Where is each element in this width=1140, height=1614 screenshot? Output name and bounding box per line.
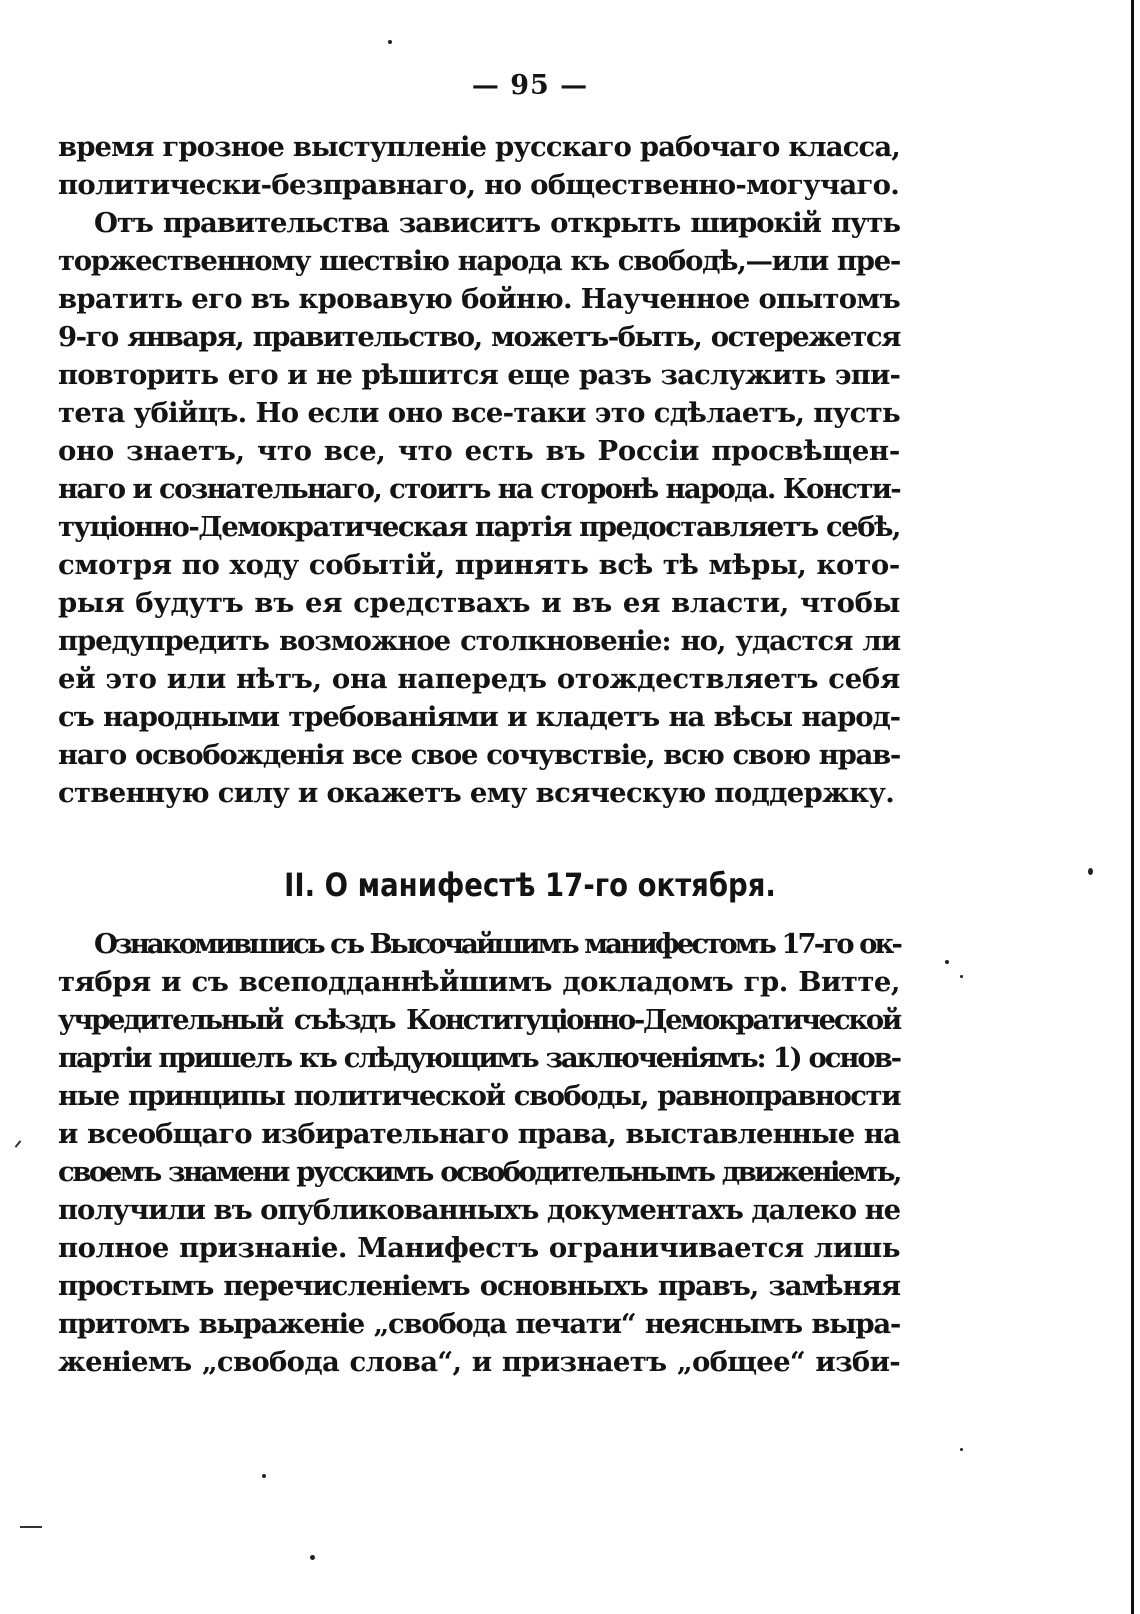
text-line: женіемъ „свобода слова“, и признаетъ „общее“ изби- [58,1346,900,1378]
text-line: получили въ опубликованныхъ документахъ далеко не [58,1194,900,1226]
text-line: наго освобожденія все свое сочувствіе, всю свою нрав- [58,739,900,771]
text-line: оно знаетъ, что все, что есть въ Россіи просвѣщен- [58,435,900,467]
scan-mark [20,1526,42,1528]
text-line: время грозное выступленіе русскаго рабочаго класса, [58,131,900,163]
text-line: туціонно-Демократическая партія предоставляетъ себѣ, [58,511,900,543]
scan-speck [960,1448,963,1451]
text-line: и всеобщаго избирательнаго права, выставленные на [58,1118,900,1150]
text-line: тября и съ всеподданнѣйшимъ докладомъ гр. Витте, [58,966,900,998]
scan-speck [1088,868,1093,875]
text-line: съ народными требованіями и кладетъ на вѣсы народ- [58,701,900,733]
text-line: простымъ перечисленіемъ основныхъ правъ, замѣняя [58,1270,900,1302]
section-heading: II. О манифестѣ 17-го октября. [284,866,776,904]
text-line: повторить его и не рѣшится еще разъ заслужить эпи- [58,359,900,391]
text-line: предупредить возможное столкновеніе: но, удастся ли [58,625,900,657]
text-line: Отъ правительства зависитъ открыть широкій путь [94,207,900,239]
text-line: наго и сознательнаго, стоитъ на сторонѣ народа. Консти- [58,473,900,505]
text-line: тета убійцъ. Но если оно все-таки это сдѣлаетъ, пусть [58,397,900,429]
text-line: ные принципы политической свободы, равноправности [58,1080,900,1112]
text-line: ей это или нѣтъ, она напередъ отождествляетъ себя [58,663,900,695]
text-line: партіи пришелъ къ слѣдующимъ заключеніямъ: 1) основ- [58,1042,900,1074]
page-edge-shadow [1131,0,1134,1614]
text-line: своемъ знамени русскимъ освободительнымъ движеніемъ, [58,1156,900,1188]
scan-speck [945,960,949,964]
text-line: притомъ выраженіе „свобода печати“ неяснымъ выра- [58,1308,900,1340]
text-line: политически-безправнаго, но общественно-могучаго. [58,169,900,201]
text-line: ственную силу и окажетъ ему всяческую поддержку. [58,777,895,809]
scan-speck [310,1555,315,1560]
text-line: вратить его въ кровавую бойню. Наученное опытомъ [58,283,900,315]
text-line: Ознакомившись съ Высочайшимъ манифестомъ 17-го ок- [94,928,900,960]
text-line: 9-го января, правительство, можетъ-быть, остережется [58,321,900,353]
text-line: торжественному шествію народа къ свободѣ,—или пре- [58,245,900,277]
scan-speck [960,975,963,978]
scan-speck [388,40,392,44]
text-line: полное признаніе. Манифестъ ограничивается лишь [58,1232,900,1264]
scan-speck [262,1474,266,1478]
scan-mark [15,1140,22,1147]
page-number: — 95 — [471,70,589,101]
text-line: учредительный съѣздъ Конституціонно-Демократической [58,1004,900,1036]
text-line: рыя будутъ въ ея средствахъ и въ ея власти, чтобы [58,587,900,619]
text-line: смотря по ходу событій, принять всѣ тѣ мѣры, кото- [58,549,900,581]
